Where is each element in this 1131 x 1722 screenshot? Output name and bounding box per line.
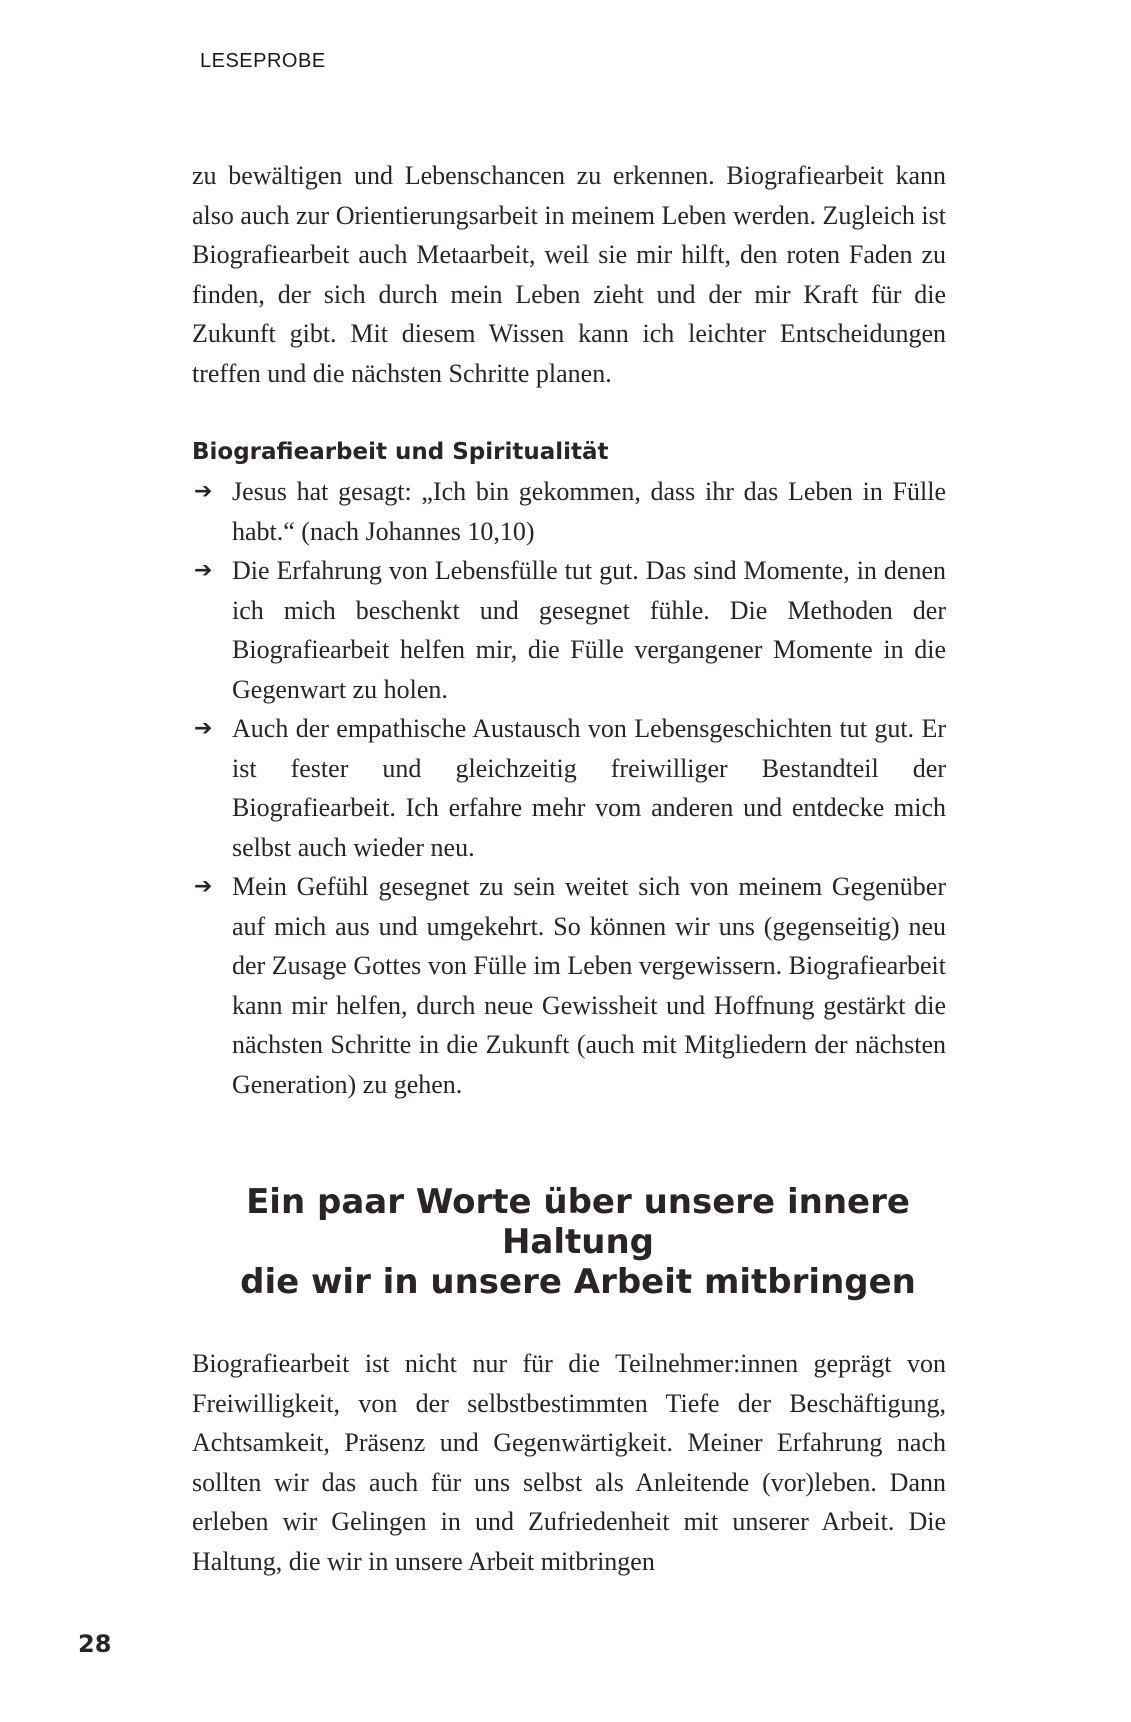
chapter-heading-line-2: die wir in unsere Arbeit mitbringen (240, 1262, 916, 1302)
intro-paragraph: zu bewältigen und Lebenschancen zu erkennen. Biografiearbeit kann also auch zur Orientierungsarbeit in meinem Leben werden. Zugleich ist Biografiearbeit auch Metaarbeit, weil sie mir hilft, den roten Faden zu finden, der sich durch mein Leben zieht und der mir Kraft für die Zukunft gibt. Mit diesem Wissen kann ich leichter Entscheidungen treffen und die nächsten Schritte planen. (192, 161, 946, 388)
page-number: 28 (78, 1630, 112, 1658)
list-item (192, 867, 946, 1104)
list-item (192, 551, 946, 709)
list-item-text: Auch der empathische Austausch von Lebensgeschichten tut gut. Er ist fester und gleichzeitig freiwilliger Bestandteil der Biografiearbeit. Ich erfahre mehr vom anderen und entdecke mich selbst auch wieder neu. (232, 714, 946, 862)
list-item-text: Mein Gefühl gesegnet zu sein weitet sich von meinem Gegenüber auf mich aus und umgekehrt. So können wir uns (gegenseitig) neu der Zusage Gottes von Fülle im Leben vergewissern. Biografiearbeit kann mir helfen, durch neue Gewissheit und Hoffnung gestärkt die nächsten Schritte in die Zukunft (auch mit Mitgliedern der nächsten Generation) zu gehen. (232, 872, 946, 1099)
list-item (192, 472, 946, 551)
list-item (192, 709, 946, 867)
arrow-right-icon: ➔ (194, 479, 213, 504)
arrow-right-icon: ➔ (194, 716, 213, 741)
bullet-list (192, 472, 946, 1104)
list-item-text: Die Erfahrung von Lebensfülle tut gut. Das sind Momente, in denen ich mich beschenkt und gesegnet fühle. Die Methoden der Biografiearbeit helfen mir, die Fülle vergangener Momente in die Gegenwart zu holen. (232, 556, 946, 704)
chapter-heading-line-1: Ein paar Worte über unsere innere Haltung (246, 1182, 910, 1262)
arrow-right-icon: ➔ (194, 558, 213, 583)
chapter-heading (192, 1182, 946, 1302)
list-item-text: Jesus hat gesagt: „Ich bin gekommen, dass ihr das Leben in Fülle habt.“ (nach Johannes 10,10) (232, 477, 946, 546)
chapter-paragraph: Biografiearbeit ist nicht nur für die Teilnehmer:innen geprägt von Freiwilligkeit, von der selbstbestimmten Tiefe der Beschäftigung, Achtsamkeit, Präsenz und Gegenwärtigkeit. Meiner Erfahrung nach sollten wir das auch für uns selbst als Anleitende (vor)leben. Dann erleben wir Gelingen in und Zufriedenheit mit unserer Arbeit. Die Haltung, die wir in unsere Arbeit mitbringen (192, 1349, 946, 1576)
section-heading: Biografiearbeit und Spiritualität (192, 439, 609, 465)
page-body (192, 156, 946, 1581)
running-header: LESEPROBE (200, 50, 326, 72)
arrow-right-icon: ➔ (194, 874, 213, 899)
